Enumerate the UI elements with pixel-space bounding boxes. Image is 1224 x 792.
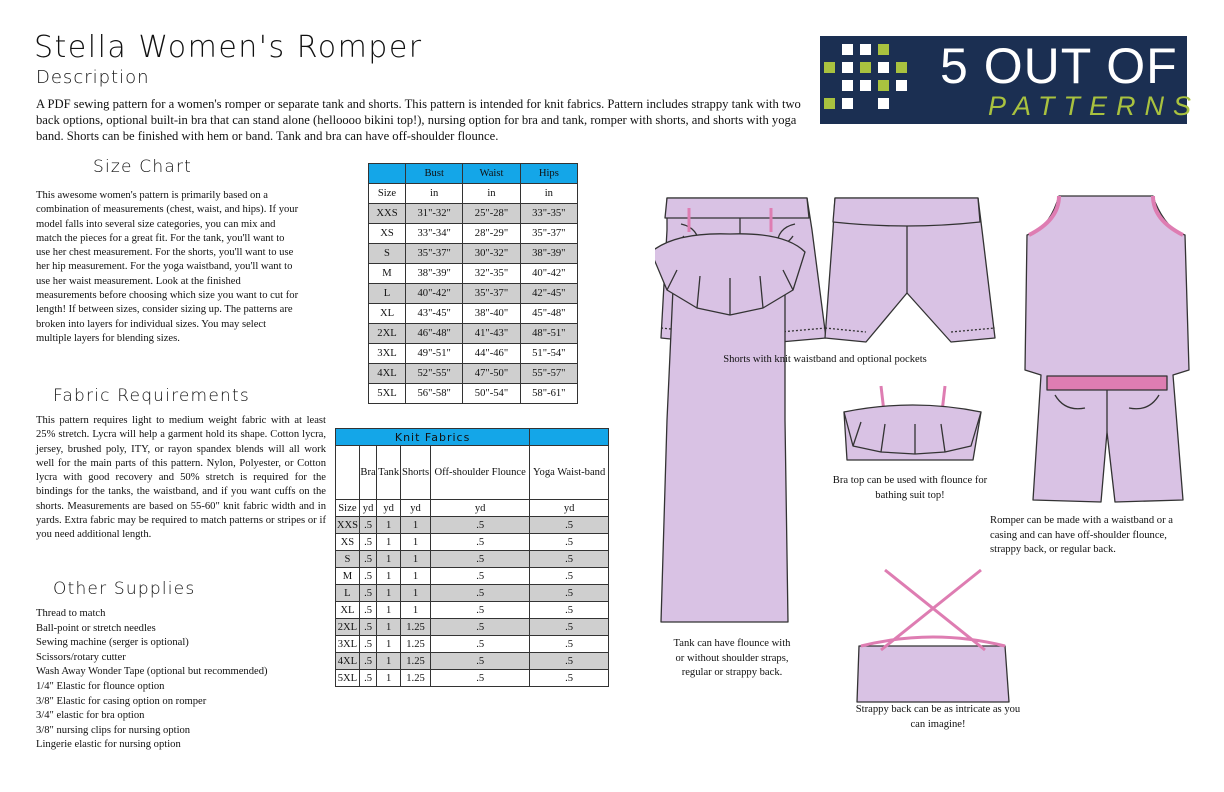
table-cell <box>530 429 609 446</box>
table-cell: Tank <box>377 446 401 500</box>
table-cell: .5 <box>431 619 530 636</box>
table-cell: yd <box>400 500 430 517</box>
table-cell: 32"-35" <box>463 264 520 284</box>
list-item: 3/8" Elastic for casing option on romper <box>36 695 207 707</box>
table-cell: 4XL <box>369 364 406 384</box>
table-cell: 56"-58" <box>406 384 463 404</box>
table-cell: .5 <box>359 568 376 585</box>
table-cell: Shorts <box>400 446 430 500</box>
table-cell: .5 <box>431 517 530 534</box>
table-row <box>336 636 609 653</box>
table-row <box>336 551 609 568</box>
table-cell: 1 <box>377 636 401 653</box>
table-cell: in <box>520 184 577 204</box>
table-cell: 1 <box>400 602 430 619</box>
table-cell: 1.25 <box>400 636 430 653</box>
table-row <box>369 264 578 284</box>
table-cell: 3XL <box>369 344 406 364</box>
description-text: A PDF sewing pattern for a women's romper or separate tank and shorts. This pattern is intended for knit fabrics. Pattern includes strappy tank with two back options, optional built-in bra that can stand alone (helloooo bikini top!), nursing option for bra and tank, romper with shorts, and shorts with yoga band. Shorts can be finished with hem or band. Tank and bra can have off-shoulder flounce. <box>36 97 801 143</box>
size-chart-text: This awesome women's pattern is primarily based on a combination of measurements (chest, waist, and hips). If your model falls into several size categories, you can mix and match the pieces for a great fit. For the tank, you'll want to use her chest measurement. For the shorts, you'll want to use her hip measurement. For the yoga waistband, you'll want to use her waist measurement. Look at the finished measurements before choosing which size you want to cut for length! If between sizes, consider sizing up. The patterns are broken into layers for individual sizes. You may select multiple layers for blending sizes. <box>36 190 299 344</box>
table-cell: .5 <box>530 568 609 585</box>
table-cell: 43"-45" <box>406 304 463 324</box>
table-row <box>336 534 609 551</box>
table-cell: .5 <box>530 517 609 534</box>
table-cell: .5 <box>359 517 376 534</box>
table-cell: 3XL <box>336 636 360 653</box>
shorts-caption: Shorts with knit waistband and optional pockets <box>723 354 927 365</box>
table-cell: .5 <box>530 619 609 636</box>
table-cell: .5 <box>359 602 376 619</box>
table-row <box>336 670 609 687</box>
table-cell: XS <box>336 534 360 551</box>
fabric-text: This pattern requires light to medium weight fabric with at least 25% stretch. Lycra will help a garment hold its shape. Cotton lycra, jersey, brushed poly, ITY, or rayon spandex blends will all work well for the main parts of this pattern. Nylon, Polyester, or Cotton lycra with good recovery and 50% stretch is required for the bindings for the tanks, the waistband, and if you want cuffs on the shorts. Measurements are based on 55-60" knit fabric width and in yards. Extra fabric may be required to match patterns or stripes or if you need additional length. <box>36 415 326 541</box>
table-row <box>369 204 578 224</box>
table-cell: 1 <box>377 534 401 551</box>
table-cell: 1 <box>377 517 401 534</box>
table-cell: 35"-37" <box>406 244 463 264</box>
table-cell: .5 <box>431 670 530 687</box>
logo-text: 5 OUT OF 4 <box>940 38 1222 94</box>
table-row <box>369 184 578 204</box>
brand-logo <box>820 36 1222 124</box>
table-cell: .5 <box>530 670 609 687</box>
table-cell: .5 <box>359 534 376 551</box>
fabric-heading: Fabric Requirements <box>53 386 250 406</box>
romper-illustration <box>1025 196 1189 502</box>
list-item: 3/8" nursing clips for nursing option <box>36 724 191 736</box>
table-cell: 1 <box>377 585 401 602</box>
table-cell: 30"-32" <box>463 244 520 264</box>
table-cell <box>369 164 406 184</box>
table-cell: .5 <box>359 551 376 568</box>
table-cell: .5 <box>431 568 530 585</box>
table-cell: .5 <box>530 602 609 619</box>
table-cell: 35"-37" <box>463 284 520 304</box>
table-cell: 1 <box>377 670 401 687</box>
table-cell: XS <box>369 224 406 244</box>
table-cell: 58"-61" <box>520 384 577 404</box>
bra-caption: Bra top can be used with flounce for bathing suit top! <box>832 475 988 501</box>
table-row <box>336 517 609 534</box>
table-cell: S <box>369 244 406 264</box>
table-cell: .5 <box>431 585 530 602</box>
table-cell: .5 <box>359 670 376 687</box>
list-item: Scissors/rotary cutter <box>36 651 126 663</box>
logo-subtext: PATTERNS <box>988 91 1201 121</box>
table-cell: 31"-32" <box>406 204 463 224</box>
table-cell: yd <box>431 500 530 517</box>
bra-top-illustration <box>844 386 981 460</box>
table-cell: 51"-54" <box>520 344 577 364</box>
table-row <box>336 446 609 500</box>
table-cell: 33"-35" <box>520 204 577 224</box>
table-cell: yd <box>530 500 609 517</box>
table-cell: 55"-57" <box>520 364 577 384</box>
table-cell: Hips <box>520 164 577 184</box>
table-cell: 2XL <box>336 619 360 636</box>
table-row <box>369 164 578 184</box>
table-cell: .5 <box>431 602 530 619</box>
table-cell: 2XL <box>369 324 406 344</box>
table-cell: .5 <box>431 636 530 653</box>
table-row <box>369 324 578 344</box>
table-cell: 1.25 <box>400 653 430 670</box>
table-cell: .5 <box>431 551 530 568</box>
table-row <box>369 284 578 304</box>
table-cell: 52"-55" <box>406 364 463 384</box>
table-cell: .5 <box>431 534 530 551</box>
table-cell: in <box>463 184 520 204</box>
table-cell: L <box>336 585 360 602</box>
table-cell: Size <box>336 500 360 517</box>
table-cell: Size <box>369 184 406 204</box>
table-cell: XXS <box>336 517 360 534</box>
table-row <box>336 429 609 446</box>
page-subtitle: Description <box>36 67 150 88</box>
table-cell: 1.25 <box>400 619 430 636</box>
table-cell <box>336 446 360 500</box>
table-cell: 50"-54" <box>463 384 520 404</box>
table-cell: .5 <box>359 619 376 636</box>
table-row <box>369 384 578 404</box>
table-cell: .5 <box>530 534 609 551</box>
table-row <box>336 653 609 670</box>
table-cell: .5 <box>431 653 530 670</box>
table-cell: 38"-39" <box>406 264 463 284</box>
table-cell: 38"-40" <box>463 304 520 324</box>
table-cell: 45"-48" <box>520 304 577 324</box>
fabric-table <box>335 428 609 687</box>
table-cell: 1 <box>400 517 430 534</box>
table-row <box>369 224 578 244</box>
table-cell: 1 <box>377 653 401 670</box>
table-cell: .5 <box>530 585 609 602</box>
list-item: Thread to match <box>36 608 106 619</box>
table-row <box>369 344 578 364</box>
table-cell: Off-shoulder Flounce <box>431 446 530 500</box>
table-cell: Waist <box>463 164 520 184</box>
table-cell: 1 <box>377 551 401 568</box>
table-cell: 41"-43" <box>463 324 520 344</box>
list-item: Wash Away Wonder Tape (optional but recommended) <box>36 666 268 678</box>
list-item: Lingerie elastic for nursing option <box>36 739 181 751</box>
table-cell: 1 <box>400 568 430 585</box>
table-cell: 1 <box>377 619 401 636</box>
tank-illustration <box>655 208 805 622</box>
table-cell: 5XL <box>369 384 406 404</box>
table-cell: 1 <box>377 602 401 619</box>
table-cell: 28"-29" <box>463 224 520 244</box>
table-cell: 38"-39" <box>520 244 577 264</box>
table-cell: 1.25 <box>400 670 430 687</box>
table-cell: M <box>336 568 360 585</box>
table-cell: 1 <box>400 534 430 551</box>
table-cell: 40"-42" <box>520 264 577 284</box>
table-cell: S <box>336 551 360 568</box>
romper-caption: Romper can be made with a waistband or a casing and can have off-shoulder flounce, strappy back, or regular back. <box>990 515 1173 555</box>
list-item: Sewing machine (serger is optional) <box>36 637 189 649</box>
size-chart-table <box>368 163 578 404</box>
table-cell: .5 <box>359 585 376 602</box>
table-cell: .5 <box>359 636 376 653</box>
list-item: 1/4" Elastic for flounce option <box>36 680 165 692</box>
table-title: Knit Fabrics <box>336 429 530 446</box>
table-row <box>336 500 609 517</box>
page-title: Stella Women's Romper <box>34 30 423 65</box>
table-cell: XL <box>369 304 406 324</box>
table-row <box>369 304 578 324</box>
list-item: 3/4" elastic for bra option <box>36 710 145 722</box>
table-cell: L <box>369 284 406 304</box>
table-row <box>336 568 609 585</box>
table-cell: .5 <box>530 551 609 568</box>
shorts-back-illustration <box>825 198 995 342</box>
table-cell: 48"-51" <box>520 324 577 344</box>
table-cell: 40"-42" <box>406 284 463 304</box>
table-cell: 5XL <box>336 670 360 687</box>
table-row <box>336 585 609 602</box>
size-chart-heading: Size Chart <box>93 157 193 177</box>
list-item: Ball-point or stretch needles <box>36 622 156 634</box>
table-cell: 25"-28" <box>463 204 520 224</box>
table-cell: 35"-37" <box>520 224 577 244</box>
table-cell: .5 <box>530 636 609 653</box>
table-cell: 46"-48" <box>406 324 463 344</box>
table-cell: 1 <box>400 585 430 602</box>
table-row <box>336 619 609 636</box>
table-cell: XXS <box>369 204 406 224</box>
table-cell: 1 <box>377 568 401 585</box>
table-cell: yd <box>359 500 376 517</box>
strappy-caption: Strappy back can be as intricate as you can imagine! <box>855 704 1021 730</box>
table-cell: Bust <box>406 164 463 184</box>
tank-caption: Tank can have flounce with or without shoulder straps, regular or strappy back. <box>673 638 791 678</box>
table-row <box>369 244 578 264</box>
table-cell: 49"-51" <box>406 344 463 364</box>
table-cell: 47"-50" <box>463 364 520 384</box>
table-row <box>336 602 609 619</box>
table-cell: yd <box>377 500 401 517</box>
supplies-list <box>36 607 268 753</box>
table-cell: Bra <box>359 446 376 500</box>
table-row <box>369 364 578 384</box>
table-cell: Yoga Waist-band <box>530 446 609 500</box>
table-cell: M <box>369 264 406 284</box>
table-cell: 4XL <box>336 653 360 670</box>
strappy-back-illustration <box>857 570 1009 702</box>
table-cell: .5 <box>530 653 609 670</box>
table-cell: 1 <box>400 551 430 568</box>
table-cell: .5 <box>359 653 376 670</box>
supplies-heading: Other Supplies <box>53 579 196 599</box>
table-cell: 33"-34" <box>406 224 463 244</box>
table-cell: in <box>406 184 463 204</box>
table-cell: 44"-46" <box>463 344 520 364</box>
table-cell: XL <box>336 602 360 619</box>
table-cell: 42"-45" <box>520 284 577 304</box>
